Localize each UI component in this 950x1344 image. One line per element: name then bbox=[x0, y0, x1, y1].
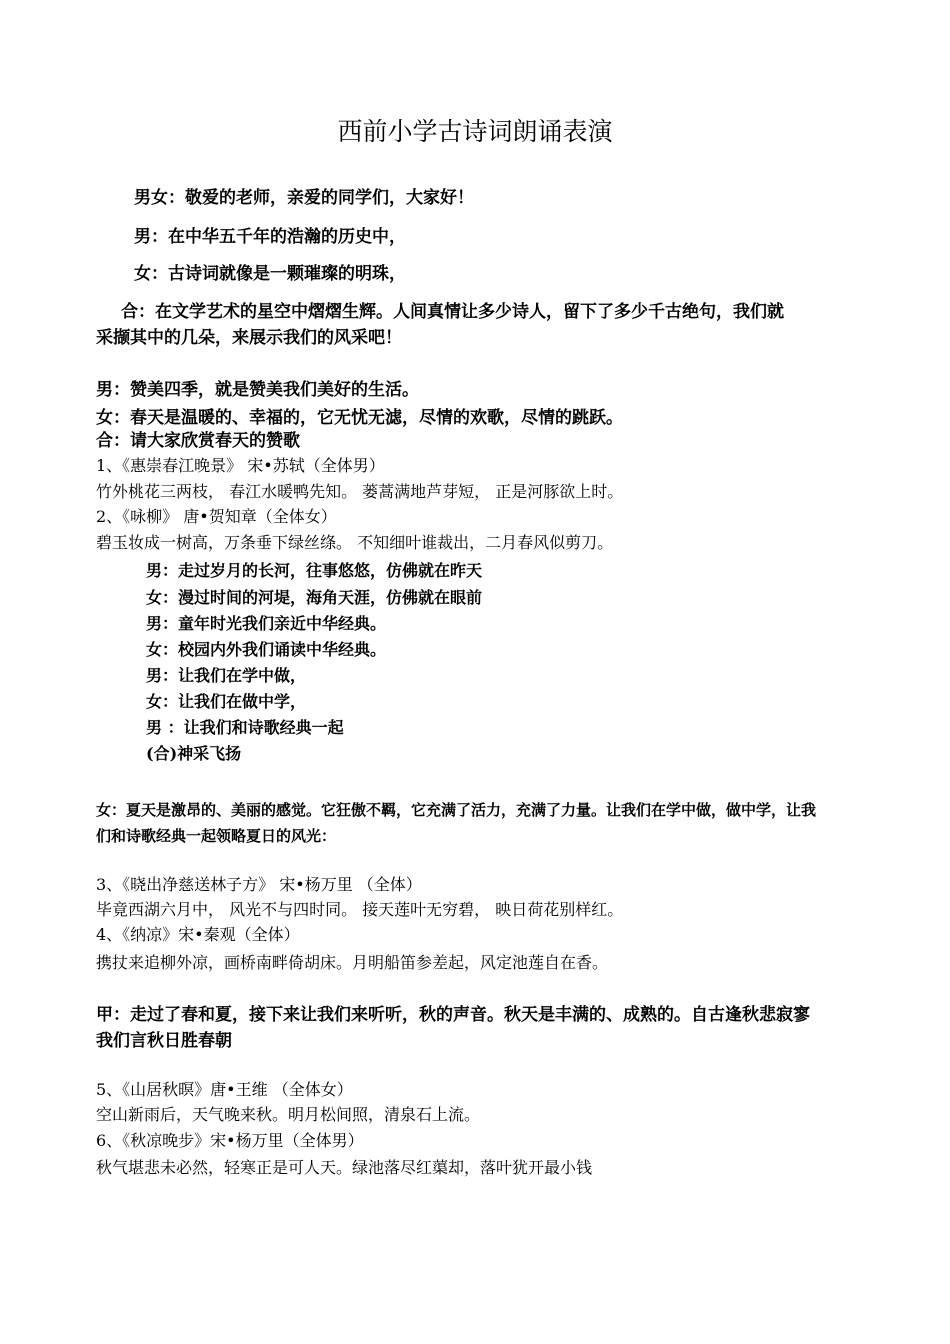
poem-2-text: 碧玉妆成一树高，万条垂下绿丝绦。 不知细叶谁裁出，二月春风似剪刀。 bbox=[96, 533, 614, 552]
poem-6-title: 6、《秋凉晚步》宋•杨万里（全体男） bbox=[96, 1131, 364, 1150]
dialogue-line: 女：漫过时间的河堤，海角天涯，仿佛就在眼前 bbox=[146, 588, 483, 607]
poem-5-text: 空山新雨后，天气晚来秋。明月松间照，清泉石上流。 bbox=[96, 1105, 481, 1124]
poem-1-title: 1、《惠崇春江晚景》 宋•苏轼（全体男） bbox=[96, 456, 385, 475]
intro-greeting: 男女：敬爱的老师，亲爱的同学们，大家好！ bbox=[134, 188, 474, 208]
dialogue-line: 男：走过岁月的长河，往事悠悠，仿佛就在昨天 bbox=[146, 561, 483, 580]
intro-male-line: 男：在中华五千年的浩瀚的历史中， bbox=[134, 227, 406, 247]
spring-female-line: 女：春天是温暖的、幸福的，它无忧无滤，尽情的欢歌，尽情的跳跃。 bbox=[96, 408, 623, 428]
poem-5-title: 5、《山居秋暝》唐•王维 （全体女） bbox=[96, 1080, 353, 1099]
dialogue-line: 女：让我们在做中学， bbox=[146, 692, 307, 711]
poem-3-title: 3、《晓出净慈送林子方》 宋•杨万里 （全体） bbox=[96, 875, 422, 894]
summer-intro-line-2: 们和诗歌经典一起领略夏日的风光： bbox=[96, 827, 337, 845]
dialogue-line: 男 ：让我们和诗歌经典一起 bbox=[146, 718, 344, 737]
dialogue-line: 男：让我们在学中做， bbox=[146, 666, 307, 685]
spring-male-line: 男：赞美四季，就是赞美我们美好的生活。 bbox=[96, 380, 419, 400]
summer-intro-line-1: 女：夏天是激昂的、美丽的感觉。它狂傲不羁，它充满了活力，充满了力量。让我们在学中做，做中学，让我 bbox=[96, 801, 817, 819]
poem-2-title: 2、《咏柳》 唐•贺知章（全体女） bbox=[96, 507, 337, 526]
poem-3-text: 毕竟西湖六月中， 风光不与四时同。 接天莲叶无穷碧， 映日荷花别样红。 bbox=[96, 900, 624, 919]
poem-4-text: 携扙来追柳外凉，画桥南畔倚胡床。月明船笛参差起，风定池莲自在香。 bbox=[96, 953, 609, 972]
poem-4-title: 4、《纳凉》宋•秦观（全体） bbox=[96, 925, 300, 944]
dialogue-line: (合)神采飞扬 bbox=[146, 744, 242, 763]
intro-chorus-line-1: 合：在文学艺术的星空中熠熠生辉。人间真情让多少诗人，留下了多少千古绝句，我们就 bbox=[121, 302, 784, 322]
autumn-intro-line-2: 我们言秋日胜春朝 bbox=[96, 1031, 232, 1051]
dialogue-line: 男：童年时光我们亲近中华经典。 bbox=[146, 614, 387, 633]
poem-6-text: 秋气堪悲未必然，轻寒正是可人天。绿池落尽红蕖却，落叶犹开最小钱 bbox=[96, 1158, 593, 1177]
autumn-intro-line-1: 甲：走过了春和夏，接下来让我们来听听，秋的声音。秋天是丰满的、成熟的。自古逢秋悲寂寥 bbox=[96, 1005, 810, 1025]
page-title: 西前小学古诗词朗诵表演 bbox=[337, 117, 613, 146]
intro-chorus-line-2: 采撷其中的几朵，来展示我们的风采吧！ bbox=[96, 328, 402, 348]
intro-female-line: 女：古诗词就像是一颗璀璨的明珠， bbox=[134, 264, 406, 284]
spring-chorus-line: 合：请大家欣赏春天的赞歌 bbox=[96, 431, 300, 451]
dialogue-line: 女：校园内外我们诵读中华经典。 bbox=[146, 640, 387, 659]
poem-1-text: 竹外桃花三两枝， 春江水暖鸭先知。 蒌蒿满地芦芽短， 正是河豚欲上时。 bbox=[96, 482, 624, 501]
